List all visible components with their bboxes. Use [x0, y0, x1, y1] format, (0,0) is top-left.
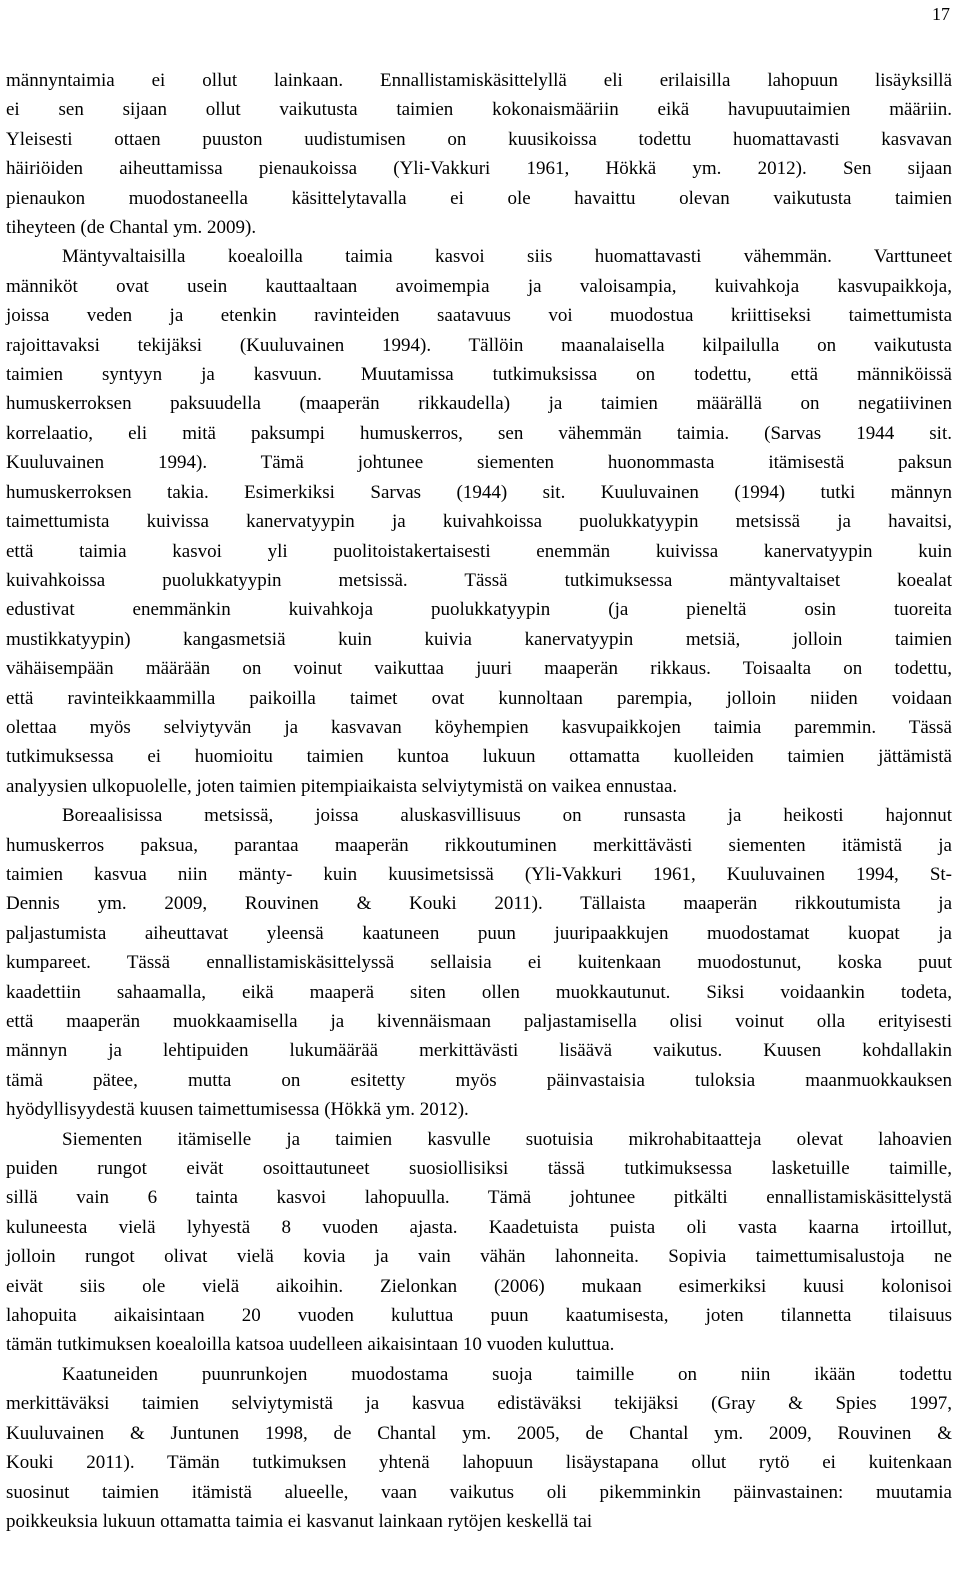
text-line: männyntaimia ei ollut lainkaan. Ennallistamiskäsittelyllä eli erilaisilla lahopuun lisäyksillä [6, 70, 952, 91]
text-line: männiköt ovat usein kauttaaltaan avoimempia ja valoisampia, kuivahkoja kasvupaikkoja, [6, 275, 952, 297]
text-line: tämän tutkimuksen koealoilla katsoa uudelleen aikaisintaan 10 vuoden kuluttua. [6, 1334, 615, 1356]
text-line: taimettumista kuivissa kanervatyypin ja kuivahkoissa puolukkatyypin metsissä ja havaitsi, [6, 511, 952, 533]
text-line: analyysien ulkopuolelle, joten taimien pitempiaikaista selviytymistä on vaikea ennustaa. [6, 775, 678, 797]
text-line: jolloin rungot olivat vielä kovia ja vain vähän lahonneita. Sopivia taimettumisalustoja ne [6, 1246, 952, 1268]
text-line: edustivat enemmänkin kuivahkoja puolukkatyypin (ja pieneltä osin tuoreita [6, 599, 952, 621]
text-line: kumpareet. Tässä ennallistamiskäsittelyssä sellaisia ei kuitenkaan muodostunut, koska puut [6, 952, 952, 974]
text-line: Kuuluvainen 1994). Tämä johtunee siementen huonommasta itämisestä paksun [6, 452, 952, 474]
text-line: eivät siis ole vielä aikoihin. Zielonkan (2006) mukaan esimerkiksi kuusi kolonisoi [6, 1275, 952, 1297]
text-line: kaadettiin sahaamalla, eikä maaperä siten ollen muokkautunut. Siksi voidaankin todeta, [6, 981, 952, 1003]
text-line: Siementen itämiselle ja taimien kasvulle suotuisia mikrohabitaatteja olevat lahoavien [62, 1128, 952, 1150]
text-line: hyödyllisyydestä kuusen taimettumisessa (Hökkä ym. 2012). [6, 1099, 469, 1121]
text-line: Mäntyvaltaisilla koealoilla taimia kasvoi siis huomattavasti vähemmän. Varttuneet [62, 246, 952, 268]
text-line: humuskerros paksua, parantaa maaperän rikkoutuminen merkittävästi siementen itämistä ja [6, 834, 952, 856]
text-line: tutkimuksessa ei huomioitu taimien kuntoa lukuun ottamatta kuolleiden taimien jättämistä [6, 746, 952, 768]
text-line: kuluneesta vielä lyhyestä 8 vuoden ajasta. Kaadetuista puista oli vasta kaarna irtoillut, [6, 1216, 952, 1238]
text-line: humuskerroksen takia. Esimerkiksi Sarvas (1944) sit. Kuuluvainen (1994) tutki männyn [6, 481, 952, 503]
text-line: Yleisesti ottaen puuston uudistumisen on kuusikoissa todettu huomattavasti kasvavan [6, 128, 952, 150]
page-number: 17 [932, 4, 950, 24]
text-line: paljastumista aiheuttavat yleensä kaatuneen puun juuripaakkujen muodostamat kuopat ja [6, 922, 952, 944]
text-line: Dennis ym. 2009, Rouvinen & Kouki 2011). Tällaista maaperän rikkoutumista ja [6, 893, 952, 915]
text-line: tiheyteen (de Chantal ym. 2009). [6, 217, 257, 239]
text-line: olettaa myös selviytyvän ja kasvavan köyhempien kasvupaikkojen taimia paremmin. Tässä [6, 716, 952, 738]
text-line: taimien kasvua niin mänty- kuin kuusimetsissä (Yli-Vakkuri 1961, Kuuluvainen 1994, St- [6, 863, 952, 885]
text-line: puiden rungot eivät osoittautuneet suosiollisiksi tässä tutkimuksessa lasketuille taimille, [6, 1158, 952, 1180]
text-line: että ravinteikkaammilla paikoilla taimet ovat kunnoltaan parempia, jolloin niiden voidaan [6, 687, 952, 709]
text-line: Kouki 2011). Tämän tutkimuksen yhtenä lahopuun lisäystapana ollut rytö ei kuitenkaan [6, 1452, 952, 1474]
text-line: taimien syntyyn ja kasvuun. Muutamissa tutkimuksissa on todettu, että männiköissä [6, 364, 952, 386]
text-line: sillä vain 6 tainta kasvoi lahopuulla. Tämä johtunee pitkälti ennallistamiskäsittelystä [6, 1187, 952, 1209]
text-line: ei sen sijaan ollut vaikutusta taimien kokonaismääriin eikä havupuutaimien määriin. [6, 99, 952, 121]
text-line: häiriöiden aiheuttamissa pienaukoissa (Yli-Vakkuri 1961, Hökkä ym. 2012). Sen sijaan [6, 158, 952, 180]
text-line: korrelaatio, eli mitä paksumpi humuskerros, sen vähemmän taimia. (Sarvas 1944 sit. [6, 422, 952, 444]
text-line: lahopuita aikaisintaan 20 vuoden kuluttua puun kaatumisesta, joten tilannetta tilaisuus [6, 1305, 952, 1327]
text-line: rajoittavaksi tekijäksi (Kuuluvainen 1994). Tällöin maanalaisella kilpailulla on vaikutusta [6, 334, 952, 356]
text-line: Kaatuneiden puunrunkojen muodostama suoja taimille on niin ikään todettu [62, 1363, 952, 1385]
text-line: joissa veden ja etenkin ravinteiden saatavuus voi muodostua kriittiseksi taimettumista [6, 305, 952, 327]
text-line: humuskerroksen paksuudella (maaperän rikkaudella) ja taimien määrällä on negatiivinen [6, 393, 952, 415]
text-line: pienaukon muodostaneella käsittelytavalla ei ole havaittu olevan vaikutusta taimien [6, 187, 952, 209]
text-line: vähäisempään määrään on voinut vaikuttaa juuri maaperän rikkaus. Toisaalta on todettu, [6, 658, 952, 680]
text-line: suosinut taimien itämistä alueelle, vaan vaikutus oli pikemminkin päinvastainen: muutamia [6, 1481, 952, 1503]
text-line: poikkeuksia lukuun ottamatta taimia ei kasvanut lainkaan rytöjen keskellä tai [6, 1510, 593, 1532]
text-line: Boreaalisissa metsissä, joissa aluskasvillisuus on runsasta ja heikosti hajonnut [62, 805, 952, 827]
body-text [6, 66, 952, 1536]
text-line: tämä pätee, mutta on esitetty myös päinvastaisia tuloksia maanmuokkauksen [6, 1069, 952, 1091]
text-line: että taimia kasvoi yli puolitoistakertaisesti enemmän kuivissa kanervatyypin kuin [6, 540, 952, 562]
text-line: kuivahkoissa puolukkatyypin metsissä. Tässä tutkimuksessa mäntyvaltaiset koealat [6, 569, 952, 591]
text-line: Kuuluvainen & Juntunen 1998, de Chantal ym. 2005, de Chantal ym. 2009, Rouvinen & [6, 1422, 952, 1444]
text-line: merkittäväksi taimien selviytymistä ja kasvua edistäväksi tekijäksi (Gray & Spies 1997, [6, 1393, 952, 1415]
text-line: mustikkatyypin) kangasmetsiä kuin kuivia kanervatyypin metsiä, jolloin taimien [6, 628, 952, 650]
text-line: männyn ja lehtipuiden lukumäärää merkittävästi lisäävä vaikutus. Kuusen kohdallakin [6, 1040, 952, 1062]
text-line: että maaperän muokkaamisella ja kivennäismaan paljastamisella olisi voinut olla erityisesti [6, 1011, 952, 1032]
